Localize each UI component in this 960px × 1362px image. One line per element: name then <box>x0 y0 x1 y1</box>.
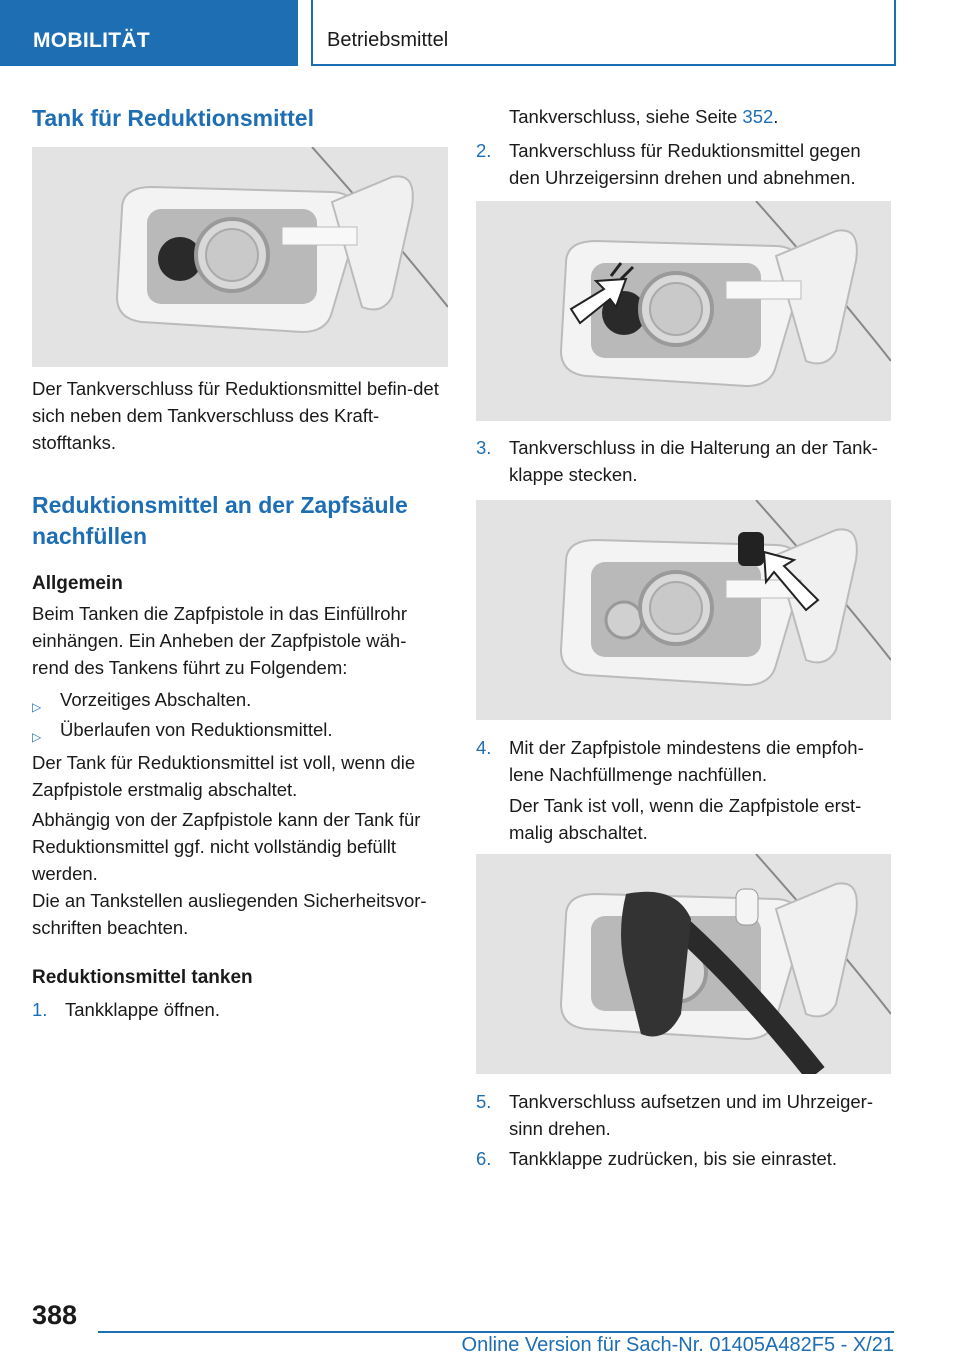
subheading-general: Allgemein <box>32 573 123 594</box>
step-4 <box>476 734 892 788</box>
safety-paragraph: Die an Tankstellen ausliegenden Sicherheitsvor-schriften beachten. <box>32 890 427 938</box>
page-link[interactable]: 352 <box>742 106 774 127</box>
chapter-tab: Betriebsmittel <box>311 0 896 66</box>
step-3 <box>476 434 892 488</box>
steps-list-left <box>32 996 448 1023</box>
nozzle-photo <box>476 854 891 1074</box>
footer-divider <box>98 1331 894 1333</box>
subheading-refuel: Reduktionsmittel tanken <box>32 967 253 988</box>
general-paragraph: Beim Tanken die Zapfpistole in das Einfüllrohr einhängen. Ein Anheben der Zapfpistole wäh-rend des Tankens führt zu Folgendem: <box>32 603 408 678</box>
online-version-text: Online Version für Sach-Nr. 01405A482F5 - X/21 <box>461 1334 894 1356</box>
tank-cap-photo <box>32 147 448 367</box>
list-item: 4. Mit der Zapfpistole mindestens die empfoh-lene Nachfüllmenge nachfüllen. <box>476 737 864 785</box>
step-4-note: Der Tank ist voll, wenn die Zapfpistole erst-malig abschaltet. <box>509 795 862 843</box>
page-header <box>0 0 960 66</box>
cap-holder-photo <box>476 500 891 720</box>
depends-paragraph: Abhängig von der Zapfpistole kann der Tank für Reduktionsmittel ggf. nicht vollständig befüllt werden. <box>32 809 421 884</box>
steps-list-right <box>476 103 892 130</box>
list-item: 2. Tankverschluss für Reduktionsmittel gegen den Uhrzeigersinn drehen und abnehmen. <box>476 140 861 188</box>
step-6 <box>476 1145 892 1172</box>
intro-paragraph: Der Tankverschluss für Reduktionsmittel befin-det sich neben dem Tankverschluss des Kraft-stofftanks. <box>32 378 439 453</box>
section-tab: MOBILITÄT <box>0 0 298 66</box>
list-item: 3. Tankverschluss in die Halterung an der Tank-klappe stecken. <box>476 437 878 485</box>
list-item: Tankverschluss, siehe Seite 352. <box>509 106 779 127</box>
list-item: 5. Tankverschluss aufsetzen und im Uhrzeiger-sinn drehen. <box>476 1091 873 1139</box>
page-title: Tank für Reduktionsmittel <box>32 105 314 131</box>
remove-cap-photo <box>476 201 891 421</box>
section-title: Reduktionsmittel an der Zapfsäule nachfüllen <box>32 492 408 549</box>
list-item: 6. Tankklappe zudrücken, bis sie einrastet. <box>476 1148 838 1169</box>
page-number: 388 <box>32 1300 78 1330</box>
consequence-list <box>32 683 442 746</box>
triangle-bullet-icon: ▷ <box>32 730 42 744</box>
triangle-bullet-icon: ▷ <box>32 700 42 714</box>
list-item: ▷ Überlaufen von Reduktionsmittel. <box>32 716 442 743</box>
list-item: ▷ Vorzeitiges Abschalten. <box>32 686 442 713</box>
step-2 <box>476 137 892 191</box>
full-paragraph: Der Tank für Reduktionsmittel ist voll, wenn die Zapfpistole erstmalig abschaltet. <box>32 752 416 800</box>
step-5 <box>476 1088 892 1142</box>
list-item: 1. Tankklappe öffnen. <box>32 999 220 1020</box>
